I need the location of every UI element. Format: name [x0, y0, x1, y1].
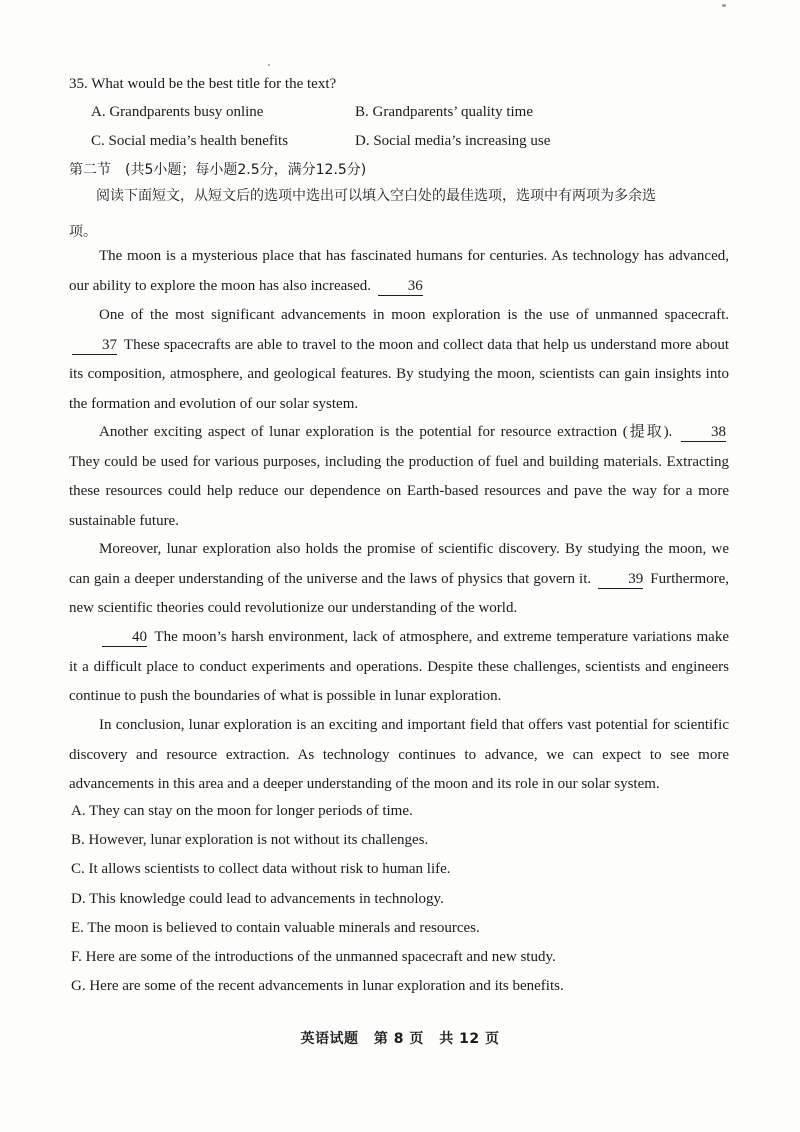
- paragraph-text: The moon’s harsh environment, lack of atmosphere, and extreme temperature variations make it a difficult place to conduct experiments and operations. Despite these challenges, scientists and engineers continue to push the boundaries of what is possible in lunar exploration.: [69, 629, 729, 704]
- question-35-option-d: D. Social media’s increasing use: [355, 133, 551, 149]
- footer-total-pages: 共 12 页: [439, 1031, 500, 1047]
- question-35-option-b: B. Grandparents’ quality time: [355, 104, 534, 120]
- scan-speck: [722, 4, 726, 7]
- choice-g: G. Here are some of the recent advancements in lunar exploration and its benefits.: [71, 978, 564, 995]
- paragraph-lead: Another exciting aspect of lunar exploration is the potential for resource extraction (提取).: [99, 424, 673, 440]
- paragraph-text: The moon is a mysterious place that has fascinated humans for centuries. As technology has advanced, our ability to explore the moon has also increased.: [69, 248, 729, 294]
- passage-paragraph-5: [69, 623, 729, 712]
- page-footer: [0, 1028, 800, 1048]
- blank-40: 40: [102, 628, 147, 647]
- choice-c: C. It allows scientists to collect data without risk to human life.: [71, 861, 451, 878]
- question-35-option-a: A. Grandparents busy online: [91, 104, 264, 120]
- paragraph-lead: Moreover, lunar exploration also holds the promise of scientific discovery. By studying the moon, we can gain a deeper understanding of the universe and the laws of physics that govern it.: [69, 541, 729, 587]
- passage-paragraph-2: [69, 301, 729, 419]
- footer-subject: 英语试题: [300, 1031, 359, 1047]
- choice-d: D. This knowledge could lead to advancements in technology.: [71, 890, 444, 907]
- blank-37: 37: [72, 336, 117, 355]
- passage-paragraph-1: [69, 242, 729, 301]
- section-heading: 第二节 (共5小题；每小题2.5分，满分12.5分): [69, 162, 367, 178]
- answer-choices: [71, 797, 564, 1001]
- passage-paragraph-3: [69, 418, 729, 536]
- passage-paragraph-6: [69, 711, 729, 800]
- footer-page-number: 第 8 页: [373, 1031, 424, 1047]
- paragraph-text: They could be used for various purposes, including the production of fuel and building materials. Extracting these resources could help reduce our dependence on Earth-based resources and pave the way for a more sustainable future.: [69, 453, 729, 529]
- blank-36: 36: [378, 277, 423, 296]
- section-instruction-continued: 项。: [69, 224, 97, 240]
- choice-e: E. The moon is believed to contain valuable minerals and resources.: [71, 919, 480, 936]
- choice-f: F. Here are some of the introductions of the unmanned spacecraft and new study.: [71, 949, 556, 966]
- section-instruction: 阅读下面短文，从短文后的选项中选出可以填入空白处的最佳选项，选项中有两项为多余选: [96, 188, 656, 204]
- question-35-option-c: C. Social media’s health benefits: [91, 133, 289, 149]
- choice-b: B. However, lunar exploration is not without its challenges.: [71, 832, 429, 849]
- blank-38: 38: [681, 423, 726, 442]
- question-35-title: 35. What would be the best title for the text?: [69, 76, 337, 92]
- passage-paragraph-4: [69, 535, 729, 624]
- paragraph-text: Furthermore, new scientific theories could revolutionize our understanding of the world.: [69, 570, 730, 616]
- blank-39: 39: [598, 570, 643, 589]
- scan-speck: [268, 64, 270, 66]
- choice-a: A. They can stay on the moon for longer periods of time.: [71, 803, 413, 819]
- paragraph-text: In conclusion, lunar exploration is an exciting and important field that offers vast potential for scientific discovery and resource extraction. As technology continues to advance, we can expect to see more advancements in this area and a deeper understanding of the moon and its role in our solar system.: [69, 717, 729, 792]
- paragraph-lead: One of the most significant advancements in moon exploration is the use of unmanned spacecraft.: [99, 307, 729, 323]
- paragraph-text: These spacecrafts are able to travel to the moon and collect data that help us understand more about its composition, atmosphere, and geological features. By studying the moon, scientists can gain insights into the formation and evolution of our solar system.: [69, 336, 730, 412]
